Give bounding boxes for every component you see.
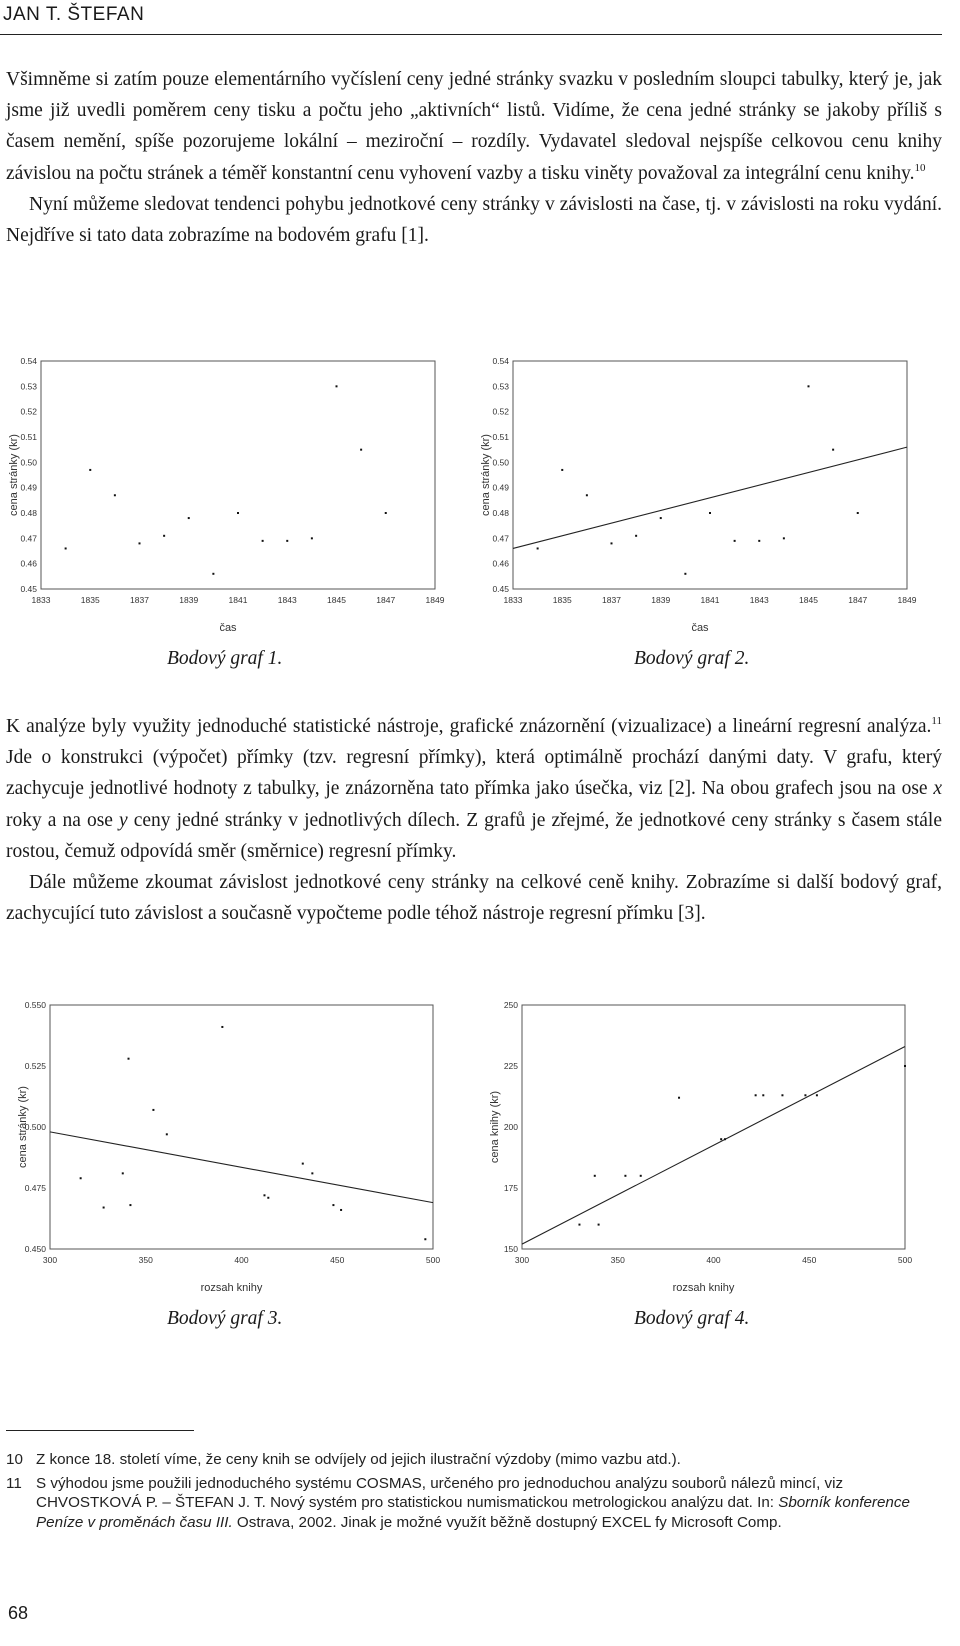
footnote-11-title: Sborník konference Peníze v proměnách času III.: [36, 1494, 910, 1531]
data-point: [611, 542, 613, 544]
scatter-chart-4: [478, 995, 928, 1305]
y-tick-label: 0.47: [492, 533, 509, 544]
y-tick-label: 0.49: [20, 482, 37, 493]
x-tick-label: 1839: [179, 595, 199, 605]
data-point: [635, 535, 637, 537]
y-tick-label: 225: [503, 1061, 518, 1071]
running-header: [0, 0, 942, 35]
x-axis-label: čas: [219, 622, 237, 634]
footnote-11-number: 11: [6, 1474, 22, 1492]
footnote-11: [6, 1474, 936, 1533]
data-point: [89, 469, 91, 471]
data-point: [660, 517, 662, 519]
scatter-chart-2-svg: [478, 345, 928, 640]
y-tick-label: 0.550: [24, 1000, 46, 1010]
y-tick-label: 0.525: [24, 1061, 46, 1071]
y-tick-label: 0.51: [20, 432, 37, 442]
paragraph-3-text-a: K analýze byly využity jednoduché statistické nástroje, grafické znázornění (vizualizace) a lineární regresní analýza.: [6, 716, 932, 737]
y-tick-label: 0.47: [20, 533, 37, 544]
x-tick-label: 300: [514, 1255, 530, 1265]
footnote-11-text-b: Ostrava, 2002. Jinak je možné využít běžně dostupný EXCEL fy Microsoft Comp.: [232, 1513, 782, 1531]
data-point: [360, 449, 362, 451]
data-point: [311, 1172, 313, 1174]
data-point: [311, 537, 313, 539]
data-point: [758, 540, 760, 542]
data-point: [724, 1138, 726, 1140]
data-point: [237, 512, 239, 514]
x-tick-label: 1849: [425, 595, 445, 605]
y-tick-label: 0.52: [492, 406, 509, 417]
paragraph-1-text: Všimněme si zatím pouze elementárního vyčíslení ceny jedné stránky svazku v posledním sloupci tabulky, který je, jak jsme již uvedli poměrem ceny tisku a počtu jeho „aktivních“ listů. Vidíme, že cena jedné stránky se jakoby příliš s časem nemění, spíše pozorujeme lokální – meziroční – rozdíly. Vydavatel sledoval nejspíše celkovou cenu knihy závislou na počtu stránek a téměř konstantní cenu vyhovení vazby a tisku viněty považoval za integrální cenu knihy.: [6, 69, 942, 184]
y-tick-label: 0.46: [20, 558, 37, 569]
data-point: [139, 542, 141, 544]
caption-chart-2: Bodový graf 2.: [634, 648, 750, 669]
y-axis-label: cena stránky (kr): [8, 434, 20, 516]
x-tick-label: 1847: [376, 595, 396, 605]
y-axis-label: cena stránky (kr): [17, 1086, 29, 1168]
body-text-top: [6, 64, 942, 251]
footnote-ref-11[interactable]: 11: [931, 715, 942, 727]
scatter-chart-1: [6, 345, 456, 640]
y-tick-label: 0.53: [20, 381, 37, 392]
x-axis-label: čas: [691, 622, 709, 634]
data-point: [808, 385, 810, 387]
footnotes: [6, 1450, 936, 1536]
data-point: [678, 1097, 680, 1099]
data-point: [684, 573, 686, 575]
x-tick-label: 1847: [848, 595, 868, 605]
data-point: [103, 1207, 105, 1209]
x-tick-label: 1843: [749, 595, 769, 605]
regression-line: [522, 1046, 905, 1244]
data-point: [336, 385, 338, 387]
data-point: [781, 1094, 783, 1096]
x-tick-label: 1843: [277, 595, 297, 605]
data-point: [624, 1175, 626, 1177]
x-tick-label: 1833: [503, 595, 523, 605]
data-point: [640, 1175, 642, 1177]
data-point: [594, 1175, 596, 1177]
data-point: [302, 1163, 304, 1165]
scatter-chart-1-svg: [6, 345, 456, 640]
y-tick-label: 0.49: [492, 482, 509, 493]
plot-frame: [50, 1005, 433, 1249]
y-tick-label: 0.50: [492, 457, 509, 468]
data-point: [720, 1138, 722, 1140]
data-point: [128, 1058, 130, 1060]
footnote-10-text: Z konce 18. století víme, že ceny knih se odvíjely od jejich ilustrační výzdoby (mimo vazbu atd.).: [36, 1451, 681, 1468]
data-point: [122, 1172, 124, 1174]
data-point: [166, 1133, 168, 1135]
variable-x: x: [933, 778, 942, 800]
data-point: [80, 1177, 82, 1179]
footnote-ref-10[interactable]: 10: [914, 161, 926, 174]
x-tick-label: 1845: [327, 595, 346, 605]
y-tick-label: 0.54: [492, 356, 509, 366]
running-head-author: JAN T. ŠTEFAN: [3, 4, 145, 25]
x-tick-label: 1845: [799, 595, 818, 605]
x-tick-label: 400: [234, 1255, 249, 1265]
x-tick-label: 450: [802, 1255, 817, 1265]
x-tick-label: 1841: [228, 595, 248, 605]
page-number: 68: [8, 1603, 29, 1623]
x-tick-label: 300: [42, 1255, 58, 1265]
y-tick-label: 0.53: [492, 381, 509, 392]
body-text-middle: [6, 711, 942, 929]
y-tick-label: 0.500: [24, 1122, 46, 1132]
y-tick-label: 0.45: [20, 584, 37, 594]
y-tick-label: 0.52: [20, 406, 37, 417]
data-point: [783, 537, 785, 539]
plot-frame: [522, 1005, 905, 1249]
x-tick-label: 400: [706, 1255, 721, 1265]
y-tick-label: 0.51: [492, 432, 509, 442]
variable-y: y: [119, 809, 128, 831]
data-point: [598, 1224, 600, 1226]
data-point: [762, 1094, 764, 1096]
x-tick-label: 1837: [602, 595, 621, 605]
y-tick-label: 250: [503, 1000, 518, 1010]
x-axis-label: rozsah knihy: [200, 1282, 263, 1294]
x-tick-label: 500: [425, 1255, 441, 1265]
paragraph-3: [6, 711, 942, 867]
y-tick-label: 0.450: [24, 1244, 46, 1254]
footnote-divider: [6, 1430, 194, 1431]
scatter-chart-4-svg: [478, 995, 928, 1305]
paragraph-3-text-d: ceny jedné stránky v jednotlivých dílech. Z grafů je zřejmé, že jednotkové ceny stránky s časem stále rostou, čemuž odpovídá směr (směrnice) regresní přímky.: [6, 809, 942, 862]
data-point: [114, 494, 116, 496]
plot-frame: [513, 361, 907, 589]
plot-frame: [41, 361, 435, 589]
y-tick-label: 175: [503, 1183, 518, 1193]
y-tick-label: 0.48: [20, 508, 37, 518]
regression-line: [50, 1132, 433, 1203]
x-tick-label: 1835: [80, 595, 100, 605]
data-point: [586, 494, 588, 496]
y-tick-label: 0.50: [20, 457, 37, 468]
y-tick-label: 0.48: [492, 508, 509, 518]
data-point: [832, 449, 834, 451]
y-axis-label: cena knihy (kr): [489, 1090, 501, 1164]
data-point: [385, 512, 387, 514]
data-point: [129, 1204, 131, 1206]
x-tick-label: 1833: [31, 595, 51, 605]
x-tick-label: 500: [897, 1255, 913, 1265]
x-tick-label: 1835: [552, 595, 572, 605]
data-point: [424, 1238, 426, 1240]
regression-line: [513, 447, 907, 548]
paragraph-1: [6, 64, 942, 189]
x-axis-label: rozsah knihy: [672, 1282, 735, 1294]
y-tick-label: 150: [503, 1244, 518, 1254]
x-tick-label: 1849: [897, 595, 917, 605]
data-point: [734, 540, 736, 542]
footnote-11-text-a: S výhodou jsme použili jednoduchého systému COSMAS, určeného pro jednoduchou analýzu souborů nálezů mincí, viz CHVOSTKOVÁ P. – ŠTEFAN J. T. Nový systém pro statistickou numismatickou metrologickou analýzu dat. In:: [36, 1474, 844, 1511]
scatter-chart-3: [6, 995, 456, 1305]
data-point: [857, 512, 859, 514]
data-point: [65, 547, 67, 549]
data-point: [188, 517, 190, 519]
footnote-10-number: 10: [6, 1451, 23, 1468]
paragraph-3-text-b: Jde o konstrukci (výpočet) přímky (tzv. regresní přímky), která optimálně prochází danými daty. V grafu, který zachycuje jednotlivé hodnoty z tabulky, je znázorněna tato přímka jako úsečka, viz [2]. Na obou grafech jsou na ose: [6, 747, 942, 800]
paragraph-4: Dále můžeme zkoumat závislost jednotkové ceny stránky na celkové ceně knihy. Zobrazíme si další bodový graf, zachycující tuto závislost a současně vypočteme podle téhož nástroje regresní přímku [3].: [6, 872, 942, 925]
data-point: [221, 1026, 223, 1028]
y-tick-label: 0.46: [492, 558, 509, 569]
caption-chart-3: Bodový graf 3.: [167, 1308, 283, 1329]
x-tick-label: 450: [330, 1255, 345, 1265]
y-tick-label: 0.475: [24, 1183, 46, 1193]
data-point: [212, 573, 214, 575]
data-point: [709, 512, 711, 514]
data-point: [816, 1094, 818, 1096]
x-tick-label: 1837: [130, 595, 149, 605]
data-point: [340, 1209, 342, 1211]
data-point: [152, 1109, 154, 1111]
paragraph-3-text-c: roky a na ose: [6, 809, 119, 831]
caption-chart-4: Bodový graf 4.: [634, 1308, 750, 1329]
paragraph-2: Nyní můžeme sledovat tendenci pohybu jednotkové ceny stránky v závislosti na čase, tj. v závislosti na roku vydání. Nejdříve si tato data zobrazíme na bodovém grafu [1].: [6, 193, 942, 247]
data-point: [262, 540, 264, 542]
data-point: [537, 547, 539, 549]
data-point: [263, 1194, 265, 1196]
data-point: [561, 469, 563, 471]
data-point: [267, 1197, 269, 1199]
x-tick-label: 350: [138, 1255, 153, 1265]
x-tick-label: 1841: [700, 595, 720, 605]
y-tick-label: 0.45: [492, 584, 509, 594]
scatter-chart-2: [478, 345, 928, 640]
y-tick-label: 200: [503, 1122, 518, 1132]
footnote-10: [6, 1450, 936, 1470]
y-tick-label: 0.54: [20, 356, 37, 366]
x-tick-label: 1839: [651, 595, 671, 605]
data-point: [286, 540, 288, 542]
scatter-chart-3-svg: [6, 995, 456, 1305]
data-point: [163, 535, 165, 537]
data-point: [755, 1094, 757, 1096]
data-point: [904, 1065, 906, 1067]
data-point: [578, 1224, 580, 1226]
data-point: [332, 1204, 334, 1206]
y-axis-label: cena stránky (kr): [480, 434, 492, 516]
caption-chart-1: Bodový graf 1.: [167, 648, 283, 669]
x-tick-label: 350: [610, 1255, 625, 1265]
data-point: [804, 1094, 806, 1096]
